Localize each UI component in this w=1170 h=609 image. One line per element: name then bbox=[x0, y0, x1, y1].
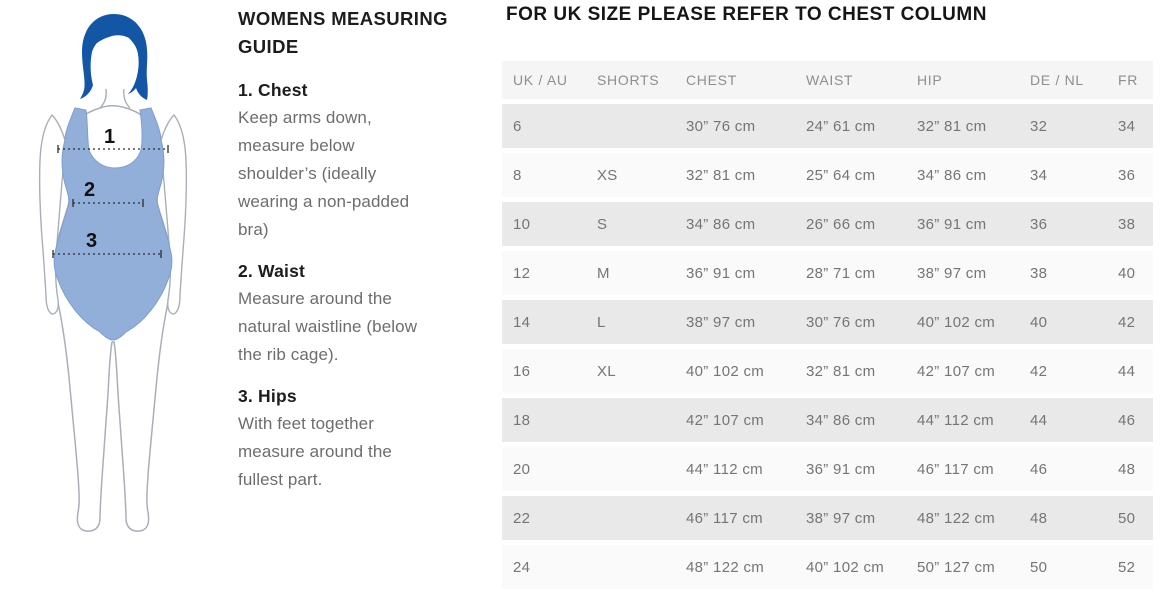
size-cell: 32” 81 cm bbox=[906, 104, 1019, 148]
col-header-hip: HIP bbox=[906, 61, 1019, 99]
size-cell: 42 bbox=[1107, 300, 1153, 344]
size-cell: 14 bbox=[502, 300, 586, 344]
col-header-fr: FR bbox=[1107, 61, 1153, 99]
chest-label-1: 1 bbox=[104, 126, 116, 148]
guide-section-hips bbox=[238, 384, 466, 494]
size-cell: 36” 91 cm bbox=[795, 447, 906, 491]
size-cell: 24 bbox=[502, 545, 586, 589]
col-header-uk-au: UK / AU bbox=[502, 61, 586, 99]
size-cell bbox=[586, 545, 675, 589]
size-cell bbox=[586, 447, 675, 491]
size-cell: 36 bbox=[1107, 153, 1153, 197]
size-cell: 42 bbox=[1019, 349, 1107, 393]
size-cell: 46 bbox=[1019, 447, 1107, 491]
col-header-de-nl: DE / NL bbox=[1019, 61, 1107, 99]
measuring-guide-text bbox=[238, 5, 466, 509]
woman-figure-svg bbox=[20, 0, 220, 560]
size-cell: 30” 76 cm bbox=[675, 104, 795, 148]
size-cell: 38” 97 cm bbox=[906, 251, 1019, 295]
table-row bbox=[502, 447, 1153, 491]
size-cell: 24” 61 cm bbox=[795, 104, 906, 148]
size-cell: 36” 91 cm bbox=[906, 202, 1019, 246]
size-cell: 26” 66 cm bbox=[795, 202, 906, 246]
table-header-row bbox=[502, 61, 1153, 99]
table-row bbox=[502, 104, 1153, 148]
table-row bbox=[502, 349, 1153, 393]
guide-section-chest bbox=[238, 78, 466, 244]
size-cell: 40 bbox=[1107, 251, 1153, 295]
size-cell: 40” 102 cm bbox=[906, 300, 1019, 344]
size-cell: 38 bbox=[1107, 202, 1153, 246]
size-cell bbox=[586, 398, 675, 442]
size-chart-table bbox=[502, 56, 1153, 594]
guide-heading-hips: 3. Hips bbox=[238, 386, 297, 406]
size-cell: 36 bbox=[1019, 202, 1107, 246]
col-header-chest: CHEST bbox=[675, 61, 795, 99]
hips-label-3: 3 bbox=[86, 230, 98, 252]
guide-heading-waist: 2. Waist bbox=[238, 261, 306, 281]
size-cell: 38” 97 cm bbox=[795, 496, 906, 540]
size-cell: S bbox=[586, 202, 675, 246]
waist-label-2: 2 bbox=[84, 179, 96, 201]
size-cell: 34 bbox=[1019, 153, 1107, 197]
size-cell: 36” 91 cm bbox=[675, 251, 795, 295]
size-cell: XL bbox=[586, 349, 675, 393]
size-cell: 48” 122 cm bbox=[675, 545, 795, 589]
size-cell: 12 bbox=[502, 251, 586, 295]
guide-body-hips: With feet together measure around the fullest part. bbox=[238, 414, 392, 489]
size-cell: 10 bbox=[502, 202, 586, 246]
size-cell: 34” 86 cm bbox=[906, 153, 1019, 197]
col-header-shorts: SHORTS bbox=[586, 61, 675, 99]
size-cell: 32” 81 cm bbox=[795, 349, 906, 393]
size-cell: 34 bbox=[1107, 104, 1153, 148]
size-cell: 16 bbox=[502, 349, 586, 393]
size-cell: 25” 64 cm bbox=[795, 153, 906, 197]
size-cell: 32 bbox=[1019, 104, 1107, 148]
table-row bbox=[502, 398, 1153, 442]
size-cell: 42” 107 cm bbox=[906, 349, 1019, 393]
size-cell: 18 bbox=[502, 398, 586, 442]
size-cell: 50 bbox=[1107, 496, 1153, 540]
size-cell: 38” 97 cm bbox=[675, 300, 795, 344]
size-cell: L bbox=[586, 300, 675, 344]
size-cell: 20 bbox=[502, 447, 586, 491]
size-cell: 34” 86 cm bbox=[795, 398, 906, 442]
size-cell: 40” 102 cm bbox=[795, 545, 906, 589]
measuring-figure-illustration bbox=[20, 0, 220, 560]
table-row bbox=[502, 300, 1153, 344]
size-cell: 46” 117 cm bbox=[675, 496, 795, 540]
size-cell: 48 bbox=[1019, 496, 1107, 540]
table-row bbox=[502, 545, 1153, 589]
size-cell: 6 bbox=[502, 104, 586, 148]
size-cell: 44” 112 cm bbox=[675, 447, 795, 491]
size-cell: 42” 107 cm bbox=[675, 398, 795, 442]
size-cell: 32” 81 cm bbox=[675, 153, 795, 197]
guide-body-waist: Measure around the natural waistline (below the rib cage). bbox=[238, 289, 418, 364]
size-cell: 40 bbox=[1019, 300, 1107, 344]
size-cell: 50” 127 cm bbox=[906, 545, 1019, 589]
size-cell: 8 bbox=[502, 153, 586, 197]
size-cell: 40” 102 cm bbox=[675, 349, 795, 393]
size-cell: 48” 122 cm bbox=[906, 496, 1019, 540]
guide-heading-chest: 1. Chest bbox=[238, 80, 308, 100]
size-cell: 46 bbox=[1107, 398, 1153, 442]
size-cell: 50 bbox=[1019, 545, 1107, 589]
size-cell: 30” 76 cm bbox=[795, 300, 906, 344]
guide-body-chest: Keep arms down, measure below shoulder’s (ideally wearing a non-padded bra) bbox=[238, 108, 410, 239]
size-cell bbox=[586, 104, 675, 148]
size-cell: 34” 86 cm bbox=[675, 202, 795, 246]
size-cell: 28” 71 cm bbox=[795, 251, 906, 295]
guide-title: WOMENS MEASURING GUIDE bbox=[238, 8, 448, 57]
size-cell: 38 bbox=[1019, 251, 1107, 295]
table-row bbox=[502, 496, 1153, 540]
size-cell: XS bbox=[586, 153, 675, 197]
table-row bbox=[502, 251, 1153, 295]
guide-section-waist bbox=[238, 259, 466, 369]
size-cell: 46” 117 cm bbox=[906, 447, 1019, 491]
table-row bbox=[502, 202, 1153, 246]
size-cell: 44 bbox=[1019, 398, 1107, 442]
size-chart-title: FOR UK SIZE PLEASE REFER TO CHEST COLUMN bbox=[506, 4, 987, 25]
size-cell: 22 bbox=[502, 496, 586, 540]
size-cell: 44 bbox=[1107, 349, 1153, 393]
size-cell: 48 bbox=[1107, 447, 1153, 491]
table-row bbox=[502, 153, 1153, 197]
col-header-waist: WAIST bbox=[795, 61, 906, 99]
size-cell: 44” 112 cm bbox=[906, 398, 1019, 442]
size-cell: M bbox=[586, 251, 675, 295]
size-cell: 52 bbox=[1107, 545, 1153, 589]
size-cell bbox=[586, 496, 675, 540]
